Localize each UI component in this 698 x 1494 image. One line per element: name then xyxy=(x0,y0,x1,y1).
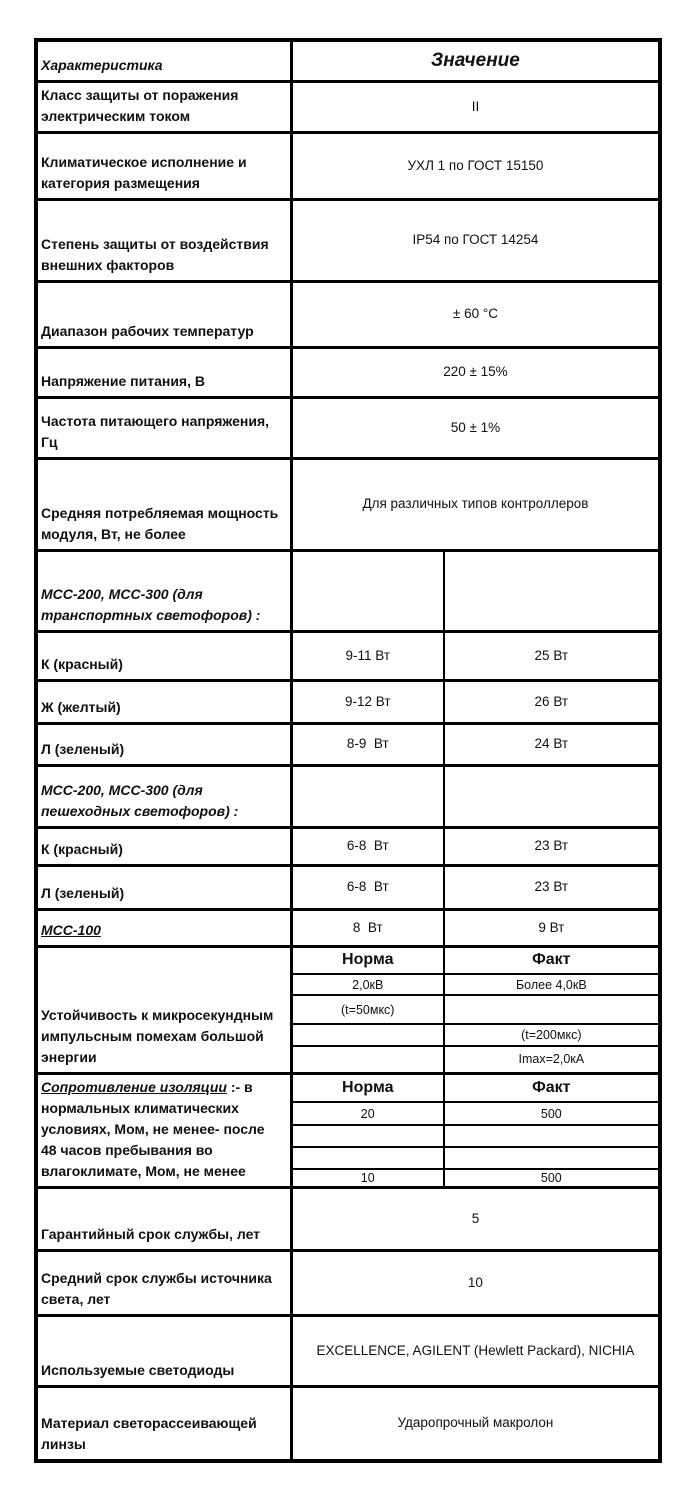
label-warranty: Гарантийный срок службы, лет xyxy=(36,1187,291,1250)
impulse-col-fact: Факт xyxy=(444,946,660,974)
row-mss-pedestrian xyxy=(36,765,660,827)
row-leds xyxy=(36,1315,660,1386)
insulation-fact-0: 500 xyxy=(444,1102,660,1125)
row-yellow-transport xyxy=(36,680,660,723)
impulse-fact-2: (t=200мкс) xyxy=(444,1024,660,1046)
label-yellow-transport: Ж (желтый) xyxy=(36,680,291,723)
value-mss-100-left: 8 Вт xyxy=(291,909,443,946)
row-mss-transport xyxy=(36,550,660,631)
label-green-pedestrian: Л (зеленый) xyxy=(36,865,291,909)
row-source-life xyxy=(36,1250,660,1315)
impulse-col-norm: Норма xyxy=(291,946,443,974)
value-mss-pedestrian-norm xyxy=(291,765,443,827)
row-red-pedestrian xyxy=(36,827,660,865)
label-mss-transport: МСС-200, МСС-300 (для транспортных светофоров) : xyxy=(36,550,291,631)
label-voltage: Напряжение питания, В xyxy=(36,347,291,397)
value-yellow-transport-right: 26 Вт xyxy=(444,680,660,723)
value-red-pedestrian-right: 23 Вт xyxy=(444,827,660,865)
insulation-norm-3: 10 xyxy=(291,1169,443,1187)
label-mss-100: МСС-100 xyxy=(36,909,291,946)
insulation-col-norm: Норма xyxy=(291,1073,443,1102)
value-green-pedestrian-left: 6-8 Вт xyxy=(291,865,443,909)
label-source-life: Средний срок службы источника света, лет xyxy=(36,1250,291,1315)
header-value: Значение xyxy=(291,40,660,81)
value-source-life: 10 xyxy=(291,1250,660,1315)
row-climatic xyxy=(36,132,660,199)
insulation-norm-2 xyxy=(291,1147,443,1169)
label-insulation-resistance xyxy=(36,1073,291,1187)
row-insulation-resistance xyxy=(36,1073,660,1102)
value-green-transport-right: 24 Вт xyxy=(444,723,660,765)
value-red-pedestrian-left: 6-8 Вт xyxy=(291,827,443,865)
value-lens-material: Ударопрочный макролон xyxy=(291,1386,660,1461)
value-ingress: IP54 по ГОСТ 14254 xyxy=(291,199,660,281)
row-ingress xyxy=(36,199,660,281)
value-green-transport-left: 8-9 Вт xyxy=(291,723,443,765)
row-frequency xyxy=(36,397,660,458)
row-green-pedestrian xyxy=(36,865,660,909)
value-mss-transport-fact xyxy=(444,550,660,631)
row-impulse-immunity xyxy=(36,946,660,974)
impulse-norm-2 xyxy=(291,1024,443,1046)
label-avg-power: Средняя потребляемая мощность модуля, Вт, не более xyxy=(36,458,291,550)
value-mss-pedestrian-fact xyxy=(444,765,660,827)
row-warranty xyxy=(36,1187,660,1250)
value-warranty: 5 xyxy=(291,1187,660,1250)
value-mss-transport-norm xyxy=(291,550,443,631)
impulse-fact-1 xyxy=(444,995,660,1024)
value-frequency: 50 ± 1% xyxy=(291,397,660,458)
label-protection-class: Класс защиты от поражения электрическим током xyxy=(36,81,291,132)
row-mss-100 xyxy=(36,909,660,946)
value-protection-class: II xyxy=(291,81,660,132)
value-climatic: УХЛ 1 по ГОСТ 15150 xyxy=(291,132,660,199)
label-insulation-rest: :- в нормальных климатических условиях, Мом, не менее- после 48 часов пребывания во влагоклимате, Мом, не менее xyxy=(41,1078,265,1179)
label-leds: Используемые светодиоды xyxy=(36,1315,291,1386)
value-red-transport-right: 25 Вт xyxy=(444,631,660,680)
label-temperature: Диапазон рабочих температур xyxy=(36,281,291,347)
label-insulation-underlined: Сопротивление изоляции xyxy=(41,1078,227,1095)
value-voltage: 220 ± 15% xyxy=(291,347,660,397)
row-red-transport xyxy=(36,631,660,680)
impulse-norm-1: (t=50мкс) xyxy=(291,995,443,1024)
insulation-fact-2 xyxy=(444,1147,660,1169)
header-characteristic: Характеристика xyxy=(36,40,291,81)
insulation-norm-1 xyxy=(291,1125,443,1146)
impulse-norm-3 xyxy=(291,1046,443,1073)
insulation-fact-3: 500 xyxy=(444,1169,660,1187)
insulation-fact-1 xyxy=(444,1125,660,1146)
row-voltage xyxy=(36,347,660,397)
label-red-transport: К (красный) xyxy=(36,631,291,680)
row-lens-material xyxy=(36,1386,660,1461)
row-temperature xyxy=(36,281,660,347)
label-frequency: Частота питающего напряжения, Гц xyxy=(36,397,291,458)
impulse-fact-0: Более 4,0кВ xyxy=(444,974,660,995)
value-temperature: ± 60 °C xyxy=(291,281,660,347)
value-avg-power: Для различных типов контроллеров xyxy=(291,458,660,550)
label-mss-pedestrian: МСС-200, МСС-300 (для пешеходных светофоров) : xyxy=(36,765,291,827)
value-yellow-transport-left: 9-12 Вт xyxy=(291,680,443,723)
value-green-pedestrian-right: 23 Вт xyxy=(444,865,660,909)
header-row xyxy=(36,40,660,81)
row-protection-class xyxy=(36,81,660,132)
label-red-pedestrian: К (красный) xyxy=(36,827,291,865)
label-climatic: Климатическое исполнение и категория размещения xyxy=(36,132,291,199)
label-impulse-immunity: Устойчивость к микросекундным импульсным помехам большой энергии xyxy=(36,946,291,1073)
row-green-transport xyxy=(36,723,660,765)
impulse-norm-0: 2,0кВ xyxy=(291,974,443,995)
insulation-norm-0: 20 xyxy=(291,1102,443,1125)
value-mss-100-right: 9 Вт xyxy=(444,909,660,946)
impulse-fact-3: Imax=2,0кА xyxy=(444,1046,660,1073)
row-avg-power xyxy=(36,458,660,550)
value-leds: EXCELLENCE, AGILENT (Hewlett Packard), NICHIA xyxy=(291,1315,660,1386)
value-red-transport-left: 9-11 Вт xyxy=(291,631,443,680)
label-lens-material: Материал светорассеивающей линзы xyxy=(36,1386,291,1461)
insulation-col-fact: Факт xyxy=(444,1073,660,1102)
label-green-transport: Л (зеленый) xyxy=(36,723,291,765)
label-ingress: Степень защиты от воздействия внешних факторов xyxy=(36,199,291,281)
spec-table xyxy=(34,38,662,1463)
